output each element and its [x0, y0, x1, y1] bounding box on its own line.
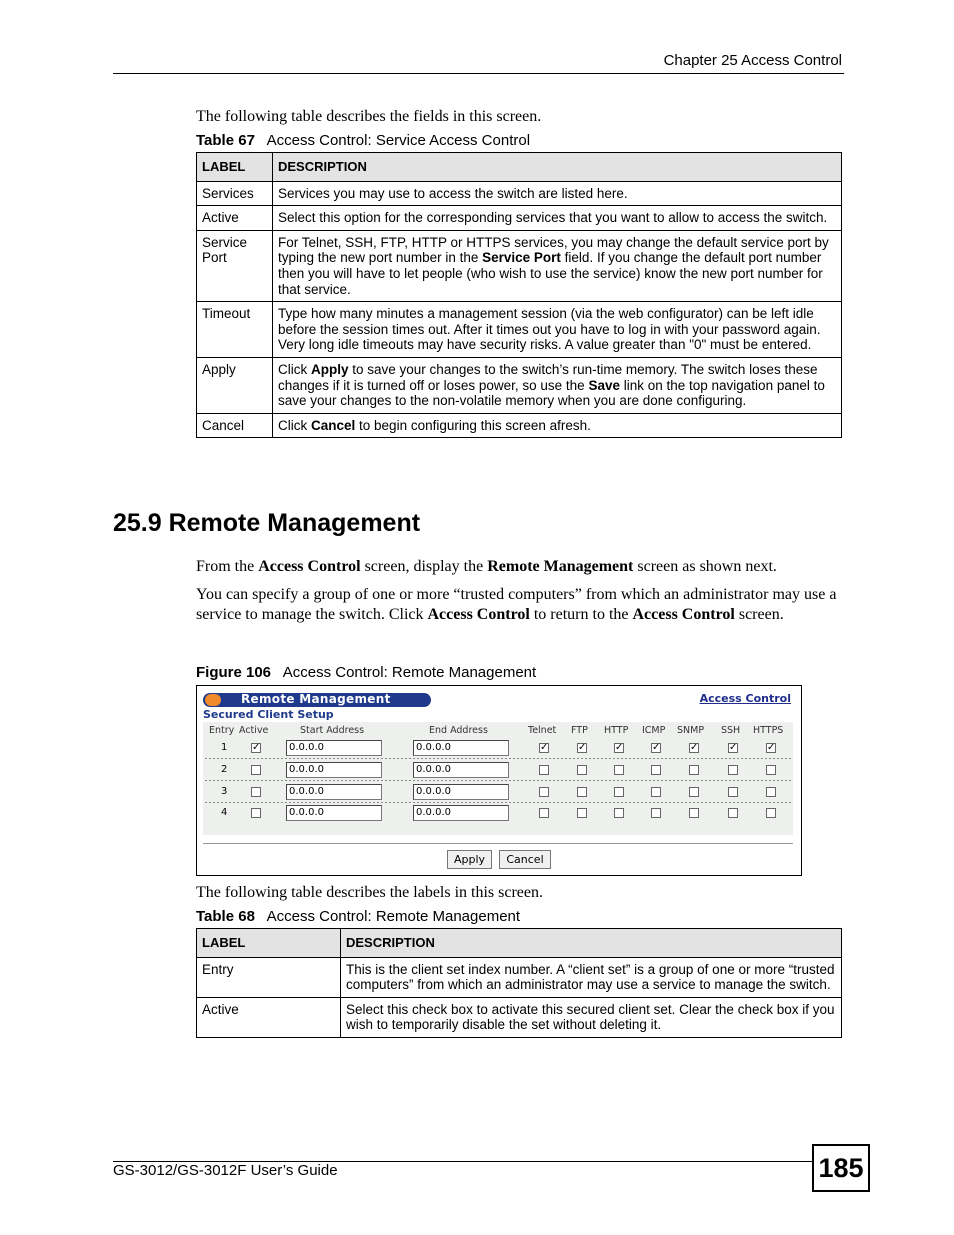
- description-header: DESCRIPTION: [341, 929, 842, 958]
- https-checkbox[interactable]: [766, 808, 776, 818]
- table68-intro: The following table describes the labels in this screen.: [196, 884, 544, 901]
- table-row: [197, 357, 842, 413]
- row-label: Active: [197, 206, 273, 231]
- table67: [196, 152, 842, 438]
- http-checkbox[interactable]: [614, 787, 624, 797]
- figure106-caption: Figure 106 Access Control: Remote Management: [196, 664, 537, 681]
- table-row: [197, 206, 842, 231]
- page-number: 185: [812, 1144, 870, 1192]
- description-header: DESCRIPTION: [273, 153, 842, 182]
- row-label: Timeout: [197, 302, 273, 358]
- http-checkbox[interactable]: [614, 808, 624, 818]
- end-address-input[interactable]: 0.0.0.0: [413, 805, 509, 821]
- row-label: Entry: [197, 957, 341, 997]
- banner-title: Remote Management: [241, 692, 391, 706]
- table-header-row: [197, 153, 842, 182]
- telnet-checkbox[interactable]: ✓: [540, 742, 549, 753]
- active-checkbox[interactable]: [251, 808, 261, 818]
- ftp-checkbox[interactable]: [577, 787, 587, 797]
- row-description: Click Cancel to begin configuring this screen afresh.: [273, 413, 842, 438]
- access-control-link[interactable]: Access Control: [699, 692, 791, 705]
- https-checkbox[interactable]: [766, 765, 776, 775]
- active-checkbox[interactable]: [251, 787, 261, 797]
- remote-management-screenshot: [196, 685, 802, 876]
- remote-management-banner: [203, 693, 431, 707]
- ssh-checkbox[interactable]: [728, 787, 738, 797]
- start-address-input[interactable]: 0.0.0.0: [286, 784, 382, 800]
- table-row: [197, 302, 842, 358]
- chapter-header: Chapter 25 Access Control: [663, 52, 842, 69]
- row-description: Select this check box to activate this secured client set. Clear the check box if you wish to temporarily disable the set without deleting it.: [341, 997, 842, 1037]
- column-ftp: FTP: [571, 725, 588, 736]
- paragraph-trusted: You can specify a group of one or more “trusted computers” from which an administrator may use a service to manage the switch. Click Access Control to return to the Access Control screen.: [196, 586, 837, 623]
- active-checkbox[interactable]: ✓: [252, 742, 261, 753]
- start-address-input[interactable]: 0.0.0.0: [286, 762, 382, 778]
- icmp-checkbox[interactable]: ✓: [652, 742, 661, 753]
- header-rule: [113, 73, 844, 74]
- end-address-input[interactable]: 0.0.0.0: [413, 784, 509, 800]
- secured-client-setup-title: Secured Client Setup: [203, 708, 334, 721]
- table68: [196, 928, 842, 1038]
- start-address-input[interactable]: 0.0.0.0: [286, 740, 382, 756]
- start-address-input[interactable]: 0.0.0.0: [286, 805, 382, 821]
- column-icmp: ICMP: [642, 725, 666, 736]
- telnet-checkbox[interactable]: [539, 808, 549, 818]
- label-header: LABEL: [197, 929, 341, 958]
- row-label: Service Port: [197, 230, 273, 301]
- column-telnet: Telnet: [528, 725, 557, 736]
- ftp-checkbox[interactable]: [577, 808, 587, 818]
- column-entry: Entry: [209, 725, 235, 736]
- ssh-checkbox[interactable]: ✓: [729, 742, 738, 753]
- icmp-checkbox[interactable]: [651, 765, 661, 775]
- row-description: Type how many minutes a management session (via the web configurator) can be left idle before the session times out. After it times out you have to log in with your password again. Very long idle timeouts may have security risks. A value greater than "0" must be entered.: [273, 302, 842, 358]
- https-checkbox[interactable]: ✓: [767, 742, 776, 753]
- row-description: Click Apply to save your changes to the switch’s run-time memory. The switch loses these changes if it is turned off or loses power, so use the Save link on the top navigation panel to save your changes to the non-volatile memory when you are done configuring.: [273, 357, 842, 413]
- row-label: Cancel: [197, 413, 273, 438]
- button-separator: [203, 843, 793, 844]
- row-label: Services: [197, 181, 273, 206]
- apply-button[interactable]: Apply: [447, 850, 492, 869]
- icmp-checkbox[interactable]: [651, 808, 661, 818]
- guide-title: GS-3012/GS-3012F User’s Guide: [113, 1162, 338, 1179]
- row-label: Active: [197, 997, 341, 1037]
- row-description: Services you may use to access the switch are listed here.: [273, 181, 842, 206]
- table68-caption: Table 68 Access Control: Remote Management: [196, 908, 521, 925]
- ftp-checkbox[interactable]: ✓: [578, 742, 587, 753]
- entry-index: 1: [221, 742, 228, 753]
- snmp-checkbox[interactable]: [689, 808, 699, 818]
- column-active: Active: [239, 725, 269, 736]
- label-header: LABEL: [197, 153, 273, 182]
- row-divider: [205, 780, 791, 781]
- cancel-button[interactable]: Cancel: [499, 850, 551, 869]
- entry-index: 3: [221, 786, 228, 797]
- snmp-checkbox[interactable]: ✓: [690, 742, 699, 753]
- active-checkbox[interactable]: [251, 765, 261, 775]
- table-row: [197, 181, 842, 206]
- https-checkbox[interactable]: [766, 787, 776, 797]
- column-https: HTTPS: [753, 725, 784, 736]
- column-start-address: Start Address: [300, 725, 365, 736]
- entry-index: 4: [221, 807, 228, 818]
- column-ssh: SSH: [721, 725, 741, 736]
- row-label: Apply: [197, 357, 273, 413]
- snmp-checkbox[interactable]: [689, 787, 699, 797]
- banner-bullet-icon: [205, 694, 221, 706]
- column-snmp: SNMP: [677, 725, 705, 736]
- column-http: HTTP: [604, 725, 629, 736]
- ssh-checkbox[interactable]: [728, 765, 738, 775]
- column-end-address: End Address: [429, 725, 488, 736]
- telnet-checkbox[interactable]: [539, 765, 549, 775]
- table-row: [197, 957, 842, 997]
- http-checkbox[interactable]: ✓: [615, 742, 624, 753]
- paragraph-display: From the Access Control screen, display the Remote Management screen as shown next.: [196, 558, 777, 575]
- table-header-row: [197, 929, 842, 958]
- table67-caption: Table 67 Access Control: Service Access Control: [196, 132, 531, 149]
- icmp-checkbox[interactable]: [651, 787, 661, 797]
- end-address-input[interactable]: 0.0.0.0: [413, 740, 509, 756]
- section-title: 25.9 Remote Management: [113, 509, 421, 537]
- table-row: [197, 230, 842, 301]
- row-divider: [205, 802, 791, 803]
- row-description: This is the client set index number. A “client set” is a group of one or more “trusted computers” from which an administrator may use a service to manage the switch.: [341, 957, 842, 997]
- snmp-checkbox[interactable]: [689, 765, 699, 775]
- table-row: [197, 997, 842, 1037]
- entry-index: 2: [221, 764, 228, 775]
- ftp-checkbox[interactable]: [577, 765, 587, 775]
- table67-intro: The following table describes the fields in this screen.: [196, 108, 542, 125]
- row-description: For Telnet, SSH, FTP, HTTP or HTTPS services, you may change the default service port by typing the new port number in the Service Port field. If you change the default port number then you will have to let people (who wish to use the service) know the new port number for that service.: [273, 230, 842, 301]
- end-address-input[interactable]: 0.0.0.0: [413, 762, 509, 778]
- telnet-checkbox[interactable]: [539, 787, 549, 797]
- http-checkbox[interactable]: [614, 765, 624, 775]
- row-divider: [205, 758, 791, 759]
- ssh-checkbox[interactable]: [728, 808, 738, 818]
- row-description: Select this option for the corresponding services that you want to allow to access the switch.: [273, 206, 842, 231]
- table-row: [197, 413, 842, 438]
